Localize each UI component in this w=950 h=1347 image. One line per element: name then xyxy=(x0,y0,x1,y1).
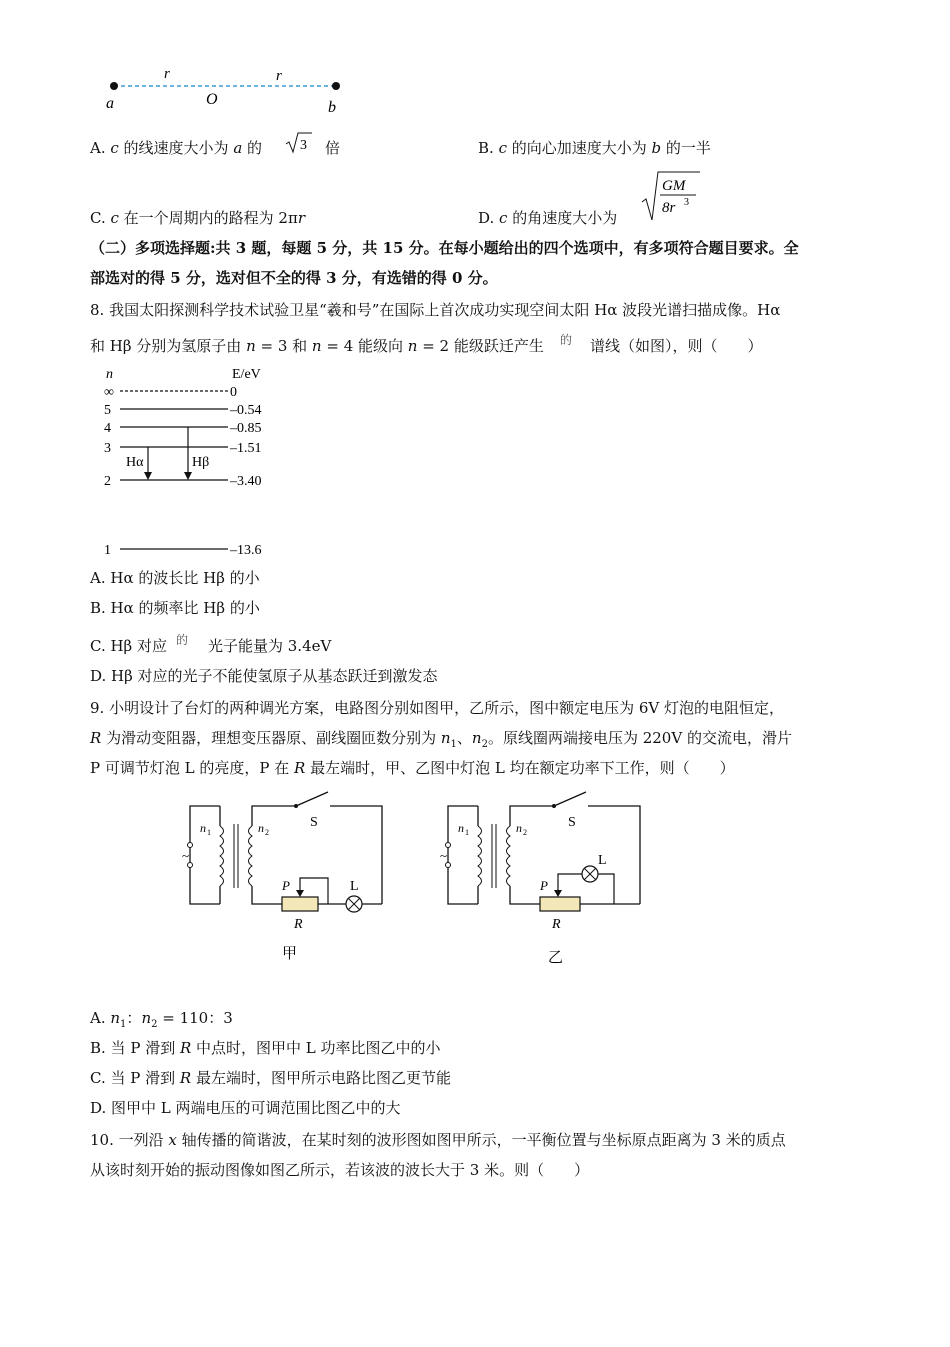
level-energy-label: –3.40 xyxy=(230,474,262,489)
svg-text:3: 3 xyxy=(684,197,689,208)
q8-stem-line1: 8. 我国太阳探测科学技术试验卫星“羲和号”在国际上首次成功实现空间太阳 Hα 波段光谱扫描成像。Hα xyxy=(90,301,781,319)
level-n-label: 2 xyxy=(104,474,111,489)
level-energy-label: –1.51 xyxy=(230,441,262,456)
q8-stem-line2-end: 谱线（如图），则（ ） xyxy=(590,337,763,355)
level-n-label: 5 xyxy=(104,403,111,418)
q9-stem-line3: P 可调节灯泡 L 的亮度，P 在 R 最左端时，甲、乙图中灯泡 L 均在额定功率下工作，则（ ） xyxy=(90,759,735,777)
svg-text:2: 2 xyxy=(265,828,269,837)
label-yi: 乙 xyxy=(548,950,564,966)
transition-arrowhead xyxy=(144,472,152,480)
svg-text:2: 2 xyxy=(523,828,527,837)
transition-arrowhead xyxy=(184,472,192,480)
point-b xyxy=(332,82,340,90)
section2-line1: （二）多项选择题:共 3 题，每题 5 分，共 15 分。在每小题给出的四个选项中，有多项符合题目要求。全 xyxy=(90,239,799,257)
label-r-left: r xyxy=(164,66,170,82)
ab-line-figure xyxy=(100,60,360,120)
section2-line2: 部选对的得 5 分，选对但不全的得 3 分，有选错的得 0 分。 xyxy=(90,269,498,287)
q7-option-a: A. c 的线速度大小为 a 的 xyxy=(90,139,263,157)
energy-e-label: E/eV xyxy=(232,367,261,382)
q10-stem-line1: 10. 一列沿 x 轴传播的简谐波，在某时刻的波形图如图甲所示，一平衡位置与坐标原点距离为 3 米的质点 xyxy=(90,1131,786,1149)
q7-option-d: D. c 的角速度大小为 xyxy=(478,209,618,227)
svg-text:~: ~ xyxy=(440,848,448,863)
label-b: b xyxy=(328,99,336,116)
svg-text:L: L xyxy=(350,879,359,894)
circuit-figures xyxy=(170,786,660,976)
q7-option-a-end: 倍 xyxy=(325,139,341,157)
level-n-label: 3 xyxy=(104,441,111,456)
level-energy-label: –13.6 xyxy=(230,543,262,558)
svg-text:P: P xyxy=(282,878,290,893)
label-r-right: r xyxy=(276,68,282,84)
svg-text:n: n xyxy=(458,821,464,835)
sqrt-gm-8r3-symbol xyxy=(640,168,702,222)
svg-text:n: n xyxy=(516,821,522,835)
q9-option-d: D. 图甲中 L 两端电压的可调范围比图乙中的大 xyxy=(90,1099,401,1117)
energy-n-label: n xyxy=(106,367,113,382)
q7-option-c: C. c 在一个周期内的路程为 2πr xyxy=(90,209,306,227)
svg-text:L: L xyxy=(598,853,607,868)
q8-de-glyph: 的 xyxy=(560,333,573,347)
level-energy-label: 0 xyxy=(230,385,237,400)
q10-stem-line2: 从该时刻开始的振动图像如图乙所示，若该波的波长大于 3 米。则（ ） xyxy=(90,1161,590,1179)
q9-option-c: C. 当 P 滑到 R 最左端时，图甲所示电路比图乙更节能 xyxy=(90,1069,451,1087)
circuit-yi xyxy=(440,792,640,966)
svg-text:GM: GM xyxy=(662,178,686,194)
svg-text:n: n xyxy=(200,821,206,835)
svg-text:S: S xyxy=(568,815,576,830)
q9-option-b: B. 当 P 滑到 R 中点时，图甲中 L 功率比图乙中的小 xyxy=(90,1039,441,1057)
q8-option-d: D. Hβ 对应的光子不能使氢原子从基态跃迁到激发态 xyxy=(90,667,438,685)
q8-option-b: B. Hα 的频率比 Hβ 的小 xyxy=(90,599,260,617)
level-n-label: 4 xyxy=(104,421,111,436)
energy-level-diagram xyxy=(96,362,296,562)
point-a xyxy=(110,82,118,90)
level-n-label: ∞ xyxy=(104,385,114,400)
hbeta-label: Hβ xyxy=(192,455,210,470)
level-n-label: 1 xyxy=(104,543,111,558)
q9-stem-line1: 9. 小明设计了台灯的两种调光方案，电路图分别如图甲，乙所示，图中额定电压为 6V 灯泡的电阻恒定， xyxy=(90,699,784,717)
level-energy-label: –0.54 xyxy=(230,403,262,418)
label-jia: 甲 xyxy=(282,946,298,962)
q8-option-a: A. Hα 的波长比 Hβ 的小 xyxy=(90,569,260,587)
svg-text:1: 1 xyxy=(207,828,211,837)
q8-option-c-end: 光子能量为 3.4eV xyxy=(208,637,332,655)
svg-text:R: R xyxy=(552,917,561,932)
q9-stem-line2: R 为滑动变阻器，理想变压器原、副线圈匝数分别为 $n_1$、$n_2$。原线圈两端接电压为 220V 的交流电，滑片 xyxy=(90,729,792,750)
q8-option-c: C. Hβ 对应 xyxy=(90,637,167,655)
q7-option-b: B. c 的向心加速度大小为 b 的一半 xyxy=(478,139,711,157)
q9-option-a: A. $n_1$：$n_2 = 110$：3 xyxy=(90,1009,233,1030)
svg-text:P: P xyxy=(540,878,548,893)
svg-text:~: ~ xyxy=(182,848,190,863)
label-O: O xyxy=(206,91,218,108)
svg-text:3: 3 xyxy=(300,138,307,153)
halpha-label: Hα xyxy=(126,455,144,470)
level-energy-label: –0.85 xyxy=(230,421,262,436)
svg-text:S: S xyxy=(310,815,318,830)
q8-stem-line2: 和 Hβ 分别为氢原子由 n = 3 和 n = 4 能级向 n = 2 能级跃迁产生 xyxy=(90,337,544,355)
circuit-jia xyxy=(182,792,382,962)
label-a: a xyxy=(106,95,114,112)
svg-text:n: n xyxy=(258,821,264,835)
svg-text:R: R xyxy=(294,917,303,932)
q8-c-de-glyph: 的 xyxy=(176,633,189,647)
sqrt3-symbol xyxy=(284,130,314,156)
svg-text:1: 1 xyxy=(465,828,469,837)
svg-text:8r: 8r xyxy=(662,200,676,216)
